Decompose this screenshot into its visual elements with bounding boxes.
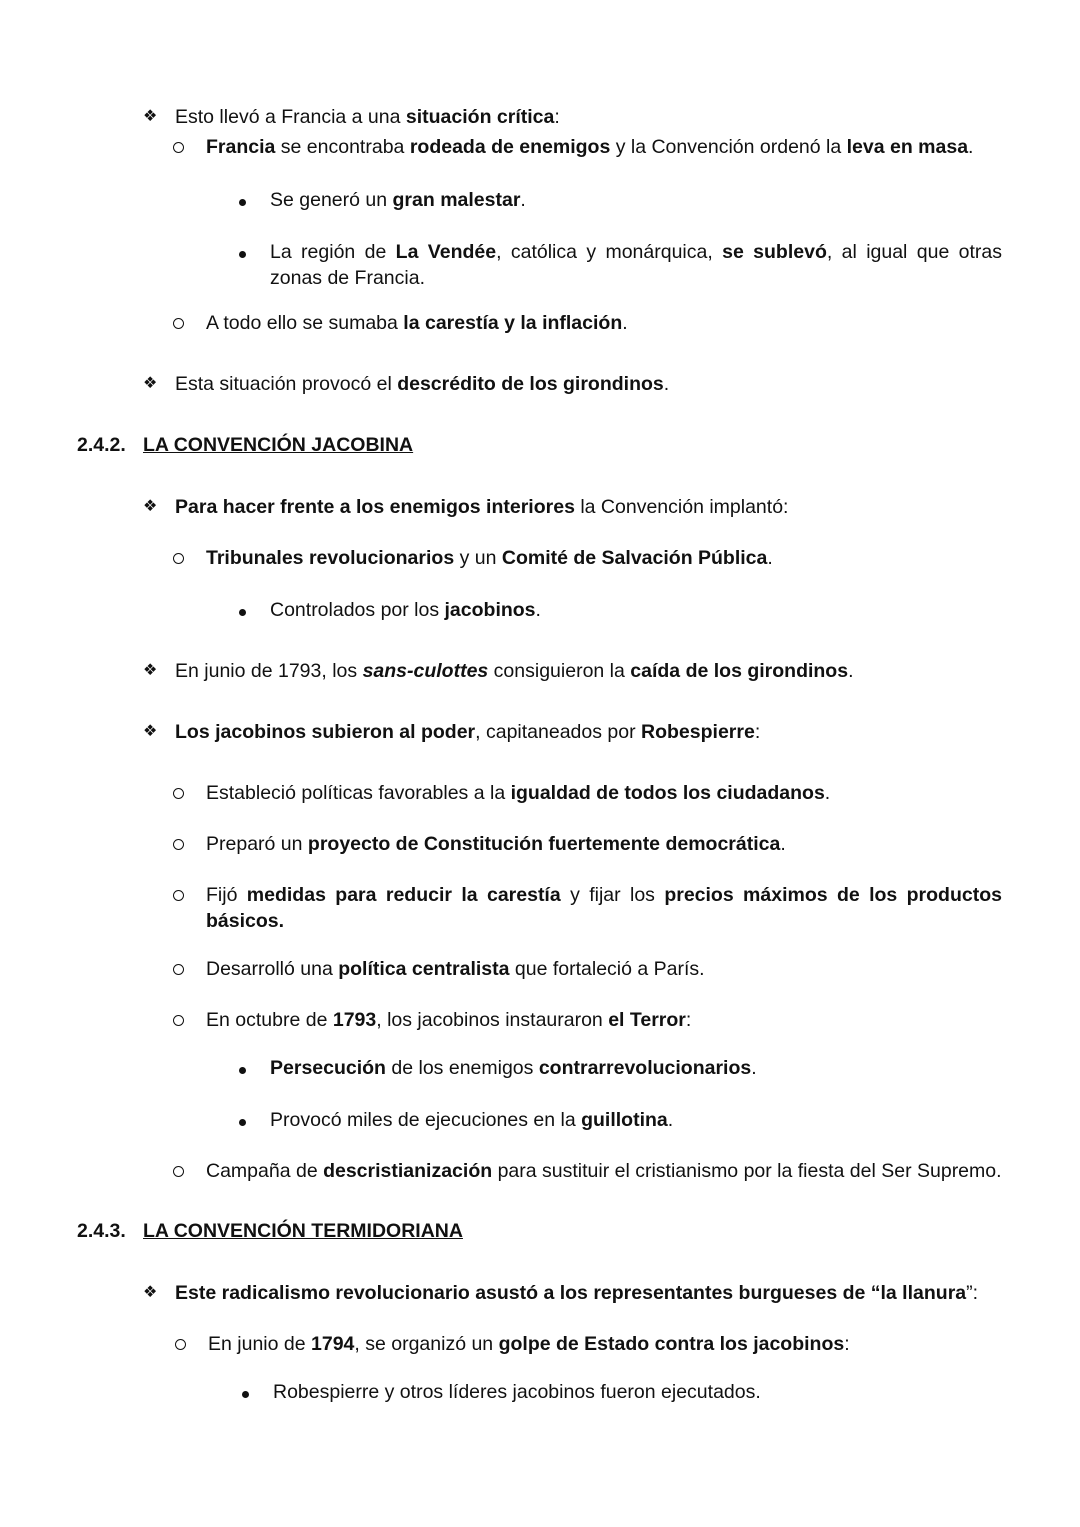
text-run: y un <box>454 547 502 569</box>
text-run: situación crítica <box>405 106 555 128</box>
text-run: Preparó un <box>206 833 308 855</box>
text-run: . <box>767 547 773 569</box>
sub-bullet-line <box>206 134 973 160</box>
section-title: LA CONVENCIÓN TERMIDORIANA <box>143 1220 463 1242</box>
text-run: Robespierre y otros líderes jacobinos fueron ejecutados. <box>273 1381 761 1403</box>
text-run: En octubre de <box>206 1009 333 1031</box>
circle-bullet-icon <box>173 780 184 806</box>
text-run: 1793 <box>332 1009 377 1031</box>
text-run: La región de <box>270 241 396 263</box>
text-run: gran malestar <box>392 189 521 211</box>
bullet-line <box>175 1280 978 1306</box>
text-run: : <box>844 1333 850 1355</box>
sub-sub-bullet-line <box>270 597 541 623</box>
diamond-bullet-icon: ❖ <box>143 498 158 515</box>
text-run: contrarrevolucionarios <box>538 1057 752 1079</box>
text-run: ”: <box>966 1282 979 1304</box>
sub-bullet-line <box>206 780 830 806</box>
text-run: . <box>663 373 670 395</box>
text-run: . <box>535 599 541 621</box>
circle-bullet-icon <box>173 882 184 908</box>
text-run: , católica y monárquica, <box>496 241 723 263</box>
diamond-bullet-icon: ❖ <box>143 662 158 679</box>
text-run: Fijó <box>206 884 247 906</box>
sub-sub-bullet-line <box>270 239 1002 291</box>
circle-bullet-icon <box>173 831 184 857</box>
sub-sub-bullet-line <box>270 187 526 213</box>
bullet-line <box>175 658 854 684</box>
text-run: En junio de 1793, los <box>175 660 363 682</box>
text-run: Estableció políticas favorables a la <box>206 782 511 804</box>
text-run: consiguieron la <box>488 660 631 682</box>
text-run: se sublevó <box>722 241 827 263</box>
text-run: Campaña de <box>206 1160 324 1182</box>
sub-bullet-line <box>206 831 786 857</box>
text-run: Tribunales revolucionarios <box>206 547 455 569</box>
circle-bullet-icon <box>173 134 184 160</box>
text-run: la Convención implantó: <box>574 496 789 518</box>
text-run: rodeada de enemigos <box>409 136 611 158</box>
dot-bullet-icon <box>242 1379 249 1405</box>
text-run: . <box>780 833 786 855</box>
text-run: , al igual que otras zonas de Francia. <box>270 241 1003 289</box>
text-run: y fijar los <box>560 884 665 906</box>
diamond-bullet-icon: ❖ <box>143 108 158 125</box>
text-run: . <box>968 136 974 158</box>
dot-bullet-icon <box>239 1055 246 1081</box>
text-run: proyecto de Constitución fuertemente democrática <box>307 833 781 855</box>
text-run: , se organizó un <box>354 1333 499 1355</box>
dot-bullet-icon <box>239 1107 246 1133</box>
text-run: Se generó un <box>270 189 393 211</box>
bullet-line <box>175 104 560 130</box>
text-run: sans-culottes <box>362 660 489 682</box>
text-run: , capitaneados por <box>475 721 642 743</box>
text-run: igualdad de todos los ciudadanos <box>510 782 825 804</box>
bullet-line <box>175 371 669 397</box>
text-run: Persecución <box>270 1057 386 1079</box>
sub-bullet-line <box>206 882 1002 934</box>
text-run: guillotina <box>581 1109 668 1131</box>
text-run: golpe de Estado contra los jacobinos <box>498 1333 845 1355</box>
text-run: . <box>622 312 628 334</box>
text-run: precios máximos de los productos básicos. <box>206 884 1002 932</box>
diamond-bullet-icon: ❖ <box>143 723 158 740</box>
sub-sub-bullet-line <box>270 1107 673 1133</box>
text-run: : <box>685 1009 692 1031</box>
text-run: Esta situación provocó el <box>175 373 398 395</box>
text-run: Esto llevó a Francia a una <box>175 106 406 128</box>
text-run: medidas para reducir la carestía <box>246 884 561 906</box>
dot-bullet-icon <box>239 187 246 213</box>
circle-bullet-icon <box>175 1331 186 1357</box>
sub-sub-bullet-line <box>270 1055 757 1081</box>
text-run: La Vendée <box>395 241 497 263</box>
bullet-line <box>175 494 788 520</box>
circle-bullet-icon <box>173 310 184 336</box>
text-run: Este radicalismo revolucionario asustó a los representantes burgueses de “la llanura <box>175 1282 967 1304</box>
bullet-line <box>175 719 760 745</box>
text-run: se encontraba <box>275 136 410 158</box>
sub-bullet-line <box>206 1158 1002 1184</box>
text-run: descrédito de los girondinos <box>397 373 664 395</box>
text-run: Comité de Salvación Pública <box>501 547 768 569</box>
text-run: caída de los girondinos <box>630 660 849 682</box>
sub-bullet-line <box>206 545 773 571</box>
circle-bullet-icon <box>173 1158 184 1184</box>
text-run: y la Convención ordenó la <box>610 136 847 158</box>
sub-bullet-line <box>208 1331 850 1357</box>
circle-bullet-icon <box>173 956 184 982</box>
text-run: Los jacobinos subieron al poder <box>175 721 476 743</box>
text-run: . <box>824 782 831 804</box>
text-run: el Terror <box>608 1009 686 1031</box>
text-run: 1794 <box>311 1333 355 1355</box>
dot-bullet-icon <box>239 239 246 265</box>
section-title: LA CONVENCIÓN JACOBINA <box>143 434 414 456</box>
text-run: Para hacer frente a los enemigos interiores <box>175 496 575 518</box>
text-run: En junio de <box>208 1333 311 1355</box>
text-run: . <box>848 660 854 682</box>
sub-sub-bullet-line <box>273 1379 761 1405</box>
text-run: política centralista <box>338 958 510 980</box>
text-run: . <box>667 1109 674 1131</box>
text-run: Francia <box>206 136 276 158</box>
section-number: 2.4.2. <box>77 434 126 456</box>
text-run: leva en masa <box>846 136 969 158</box>
text-run: : <box>754 721 761 743</box>
sub-bullet-line <box>206 1007 691 1033</box>
text-run: Robespierre <box>641 721 755 743</box>
text-run: de los enemigos <box>385 1057 539 1079</box>
text-run: Controlados por los <box>270 599 445 621</box>
text-run: , los jacobinos instauraron <box>376 1009 609 1031</box>
diamond-bullet-icon: ❖ <box>143 1284 158 1301</box>
sub-bullet-line <box>206 310 628 336</box>
text-run: Desarrolló una <box>206 958 339 980</box>
diamond-bullet-icon: ❖ <box>143 375 158 392</box>
dot-bullet-icon <box>239 597 246 623</box>
text-run: A todo ello se sumaba <box>206 312 404 334</box>
section-heading <box>77 432 413 458</box>
text-run: que fortaleció a París. <box>509 958 705 980</box>
section-heading <box>77 1218 463 1244</box>
text-run: jacobinos <box>444 599 536 621</box>
text-run: . <box>751 1057 757 1079</box>
text-run: Provocó miles de ejecuciones en la <box>270 1109 582 1131</box>
text-run: la carestía y la inflación <box>403 312 623 334</box>
sub-bullet-line <box>206 956 705 982</box>
circle-bullet-icon <box>173 1007 184 1033</box>
section-number: 2.4.3. <box>77 1220 126 1242</box>
text-run: . <box>520 189 526 211</box>
text-run: descristianización <box>323 1160 493 1182</box>
text-run: : <box>554 106 560 128</box>
text-run: para sustituir el cristianismo por la fiesta del Ser Supremo. <box>492 1160 1002 1182</box>
circle-bullet-icon <box>173 545 184 571</box>
